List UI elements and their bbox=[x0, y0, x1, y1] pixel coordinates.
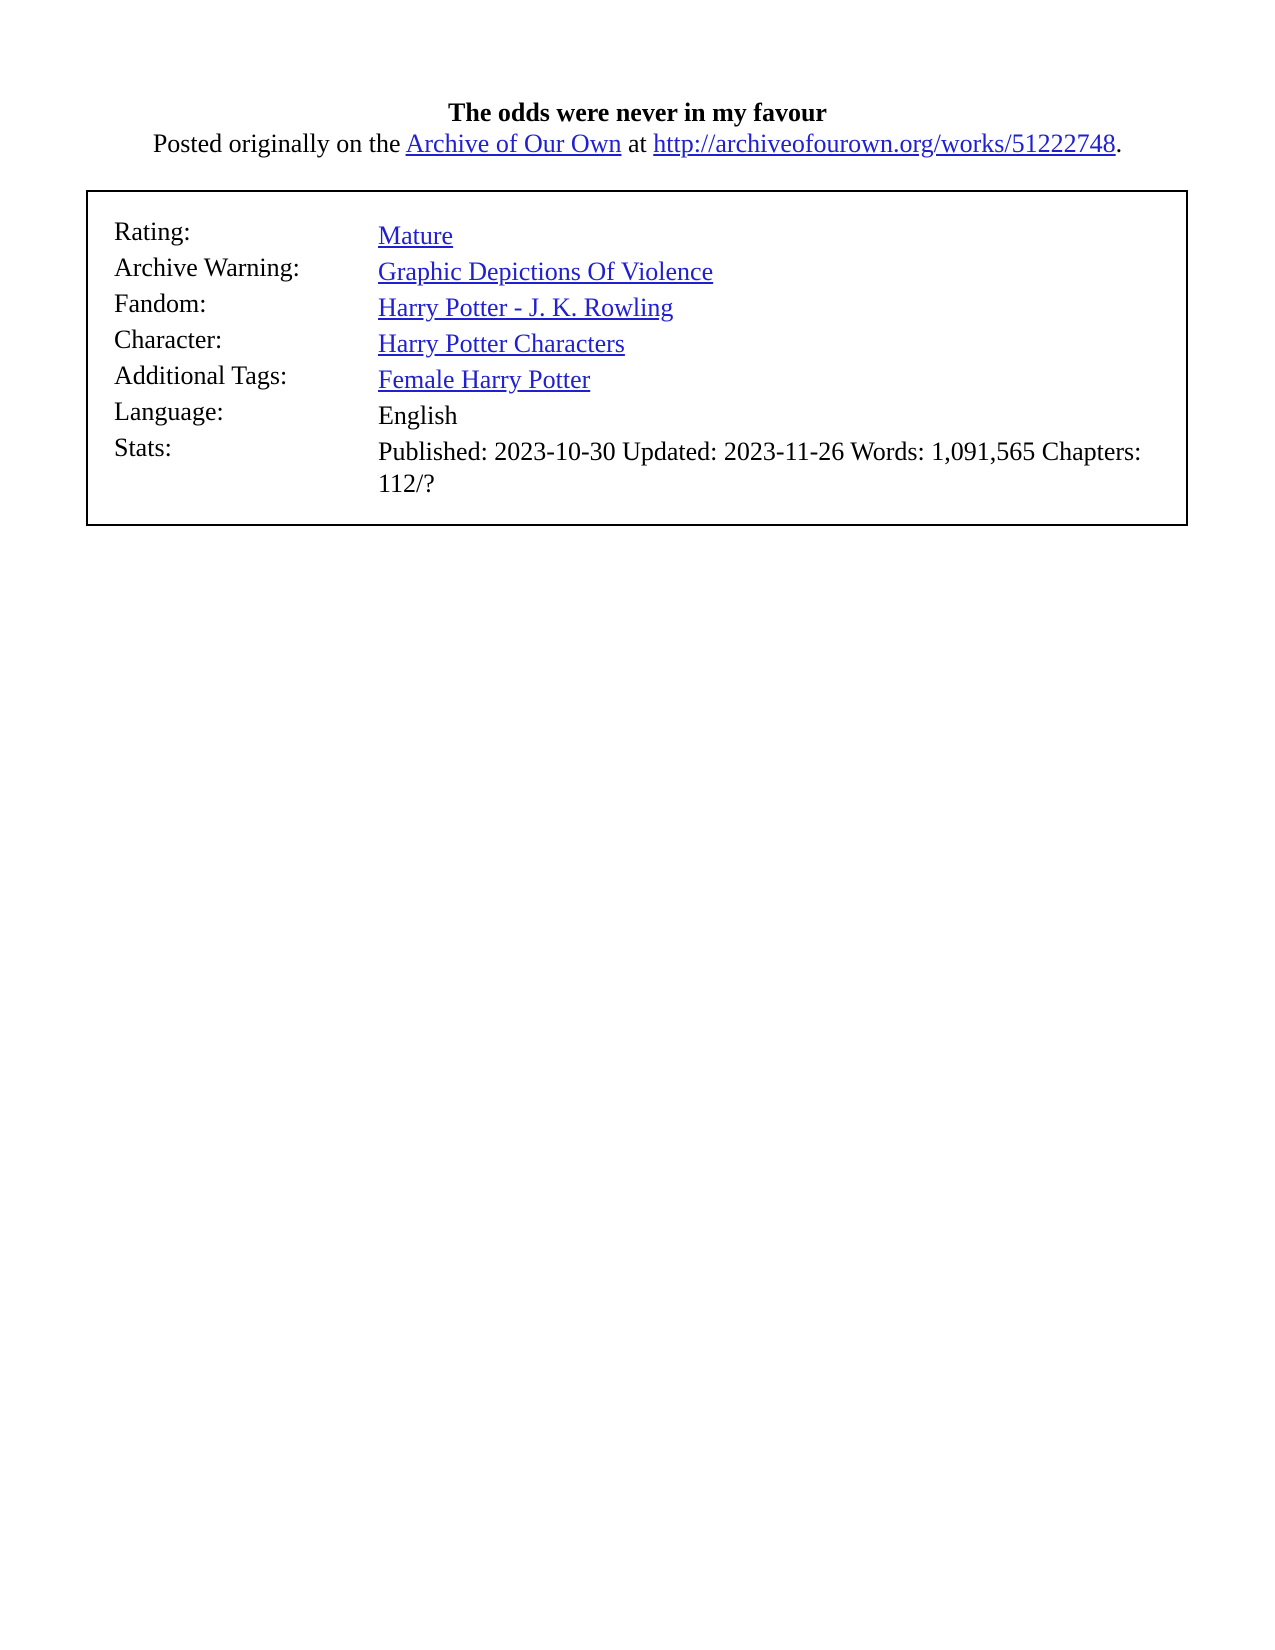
posted-middle: at bbox=[621, 129, 654, 158]
work-title: The odds were never in my favour bbox=[448, 98, 827, 127]
additional-tags-row bbox=[114, 360, 1174, 396]
fandom-row bbox=[114, 288, 1174, 324]
rating-label: Rating: bbox=[114, 217, 191, 246]
character-label: Character: bbox=[114, 325, 223, 354]
language-value: English bbox=[378, 401, 458, 430]
stats-label: Stats: bbox=[114, 433, 172, 462]
work-header bbox=[0, 98, 1275, 160]
work-metadata-box bbox=[86, 190, 1188, 526]
stats-value: Published: 2023-10-30 Updated: 2023-11-26 Words: 1,091,565 Chapters: 112/? bbox=[378, 437, 1142, 498]
additional-tags-label: Additional Tags: bbox=[114, 361, 288, 390]
fandom-link[interactable]: Harry Potter - J. K. Rowling bbox=[378, 293, 674, 322]
rating-row bbox=[114, 216, 1174, 252]
additional-tags-link[interactable]: Female Harry Potter bbox=[378, 365, 591, 394]
stats-row bbox=[114, 432, 1174, 504]
posted-prefix: Posted originally on the bbox=[152, 129, 406, 158]
language-row bbox=[114, 396, 1174, 432]
character-link[interactable]: Harry Potter Characters bbox=[378, 329, 625, 358]
posted-suffix: . bbox=[1115, 129, 1123, 158]
fandom-label: Fandom: bbox=[114, 289, 207, 318]
archive-warning-label: Archive Warning: bbox=[114, 253, 300, 282]
rating-link[interactable]: Mature bbox=[378, 221, 454, 250]
work-url-link[interactable]: http://archiveofourown.org/works/51222748 bbox=[653, 129, 1116, 158]
archive-link[interactable]: Archive of Our Own bbox=[405, 129, 622, 158]
language-label: Language: bbox=[114, 397, 224, 426]
character-row bbox=[114, 324, 1174, 360]
archive-warning-link[interactable]: Graphic Depictions Of Violence bbox=[378, 257, 714, 286]
archive-warning-row bbox=[114, 252, 1174, 288]
posted-line bbox=[0, 128, 1275, 160]
